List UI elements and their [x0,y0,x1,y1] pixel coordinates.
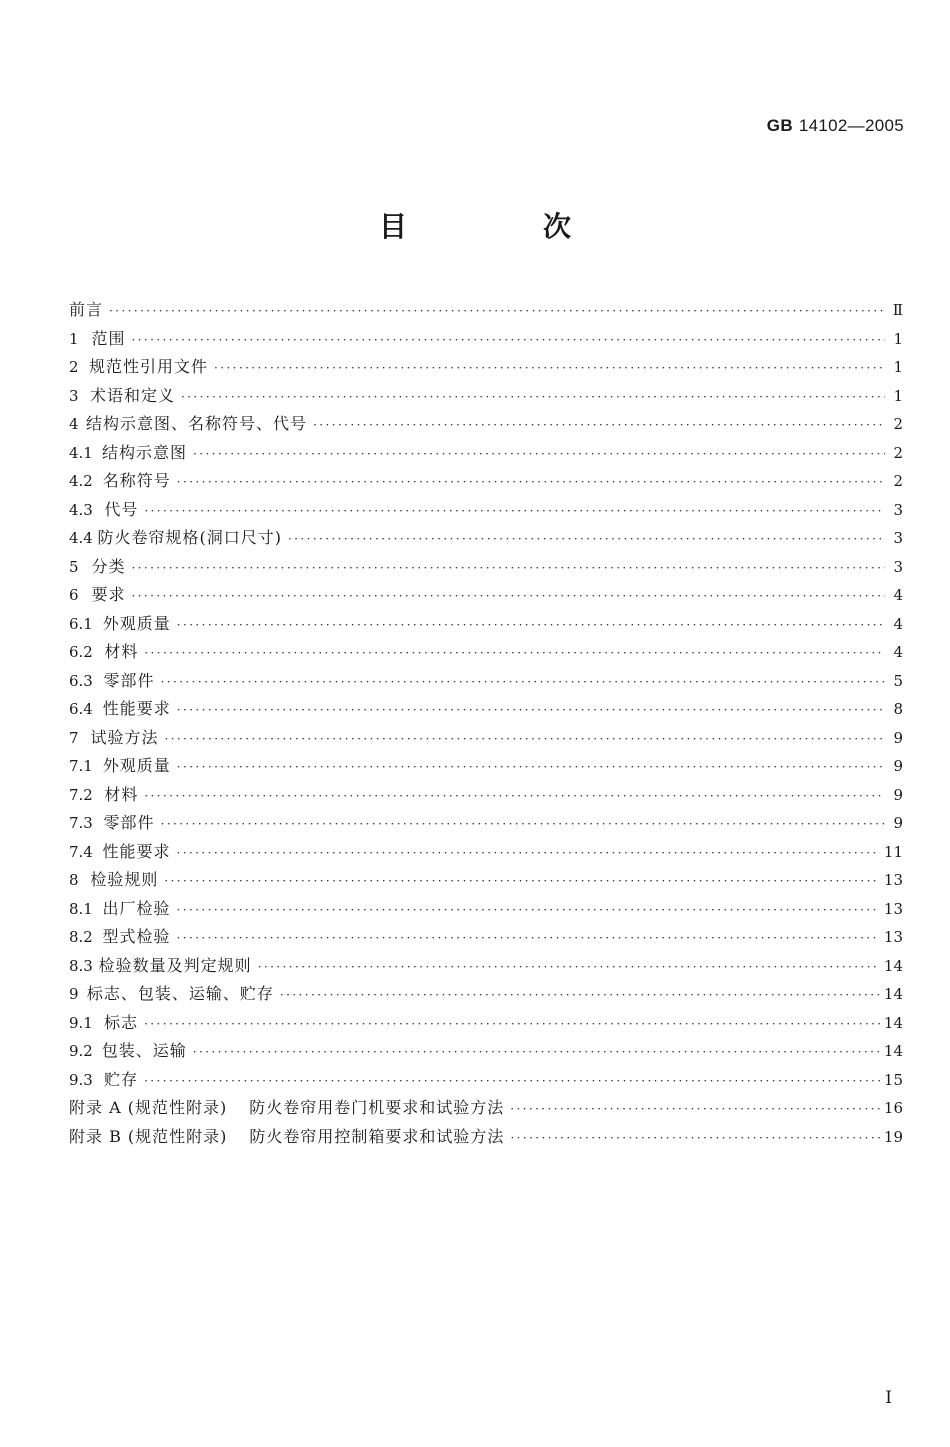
toc-dot-leader [177,839,880,868]
toc-entry[interactable] [69,410,903,439]
toc-entry[interactable] [69,638,903,667]
toc-entry-label: 分类 [91,556,126,576]
toc-entry-number: 6 [69,586,79,604]
toc-entry-number: 7 [69,728,79,747]
toc-entry-label: 材料 [104,784,139,804]
toc-entry[interactable] [69,524,903,553]
toc-entry-label: 零部件 [103,813,155,832]
toc-entry-number: 9.2 [69,1042,93,1060]
toc-entry-number: 1 [69,329,79,348]
toc-entry-page: 9 [893,728,903,747]
toc-entry-page: 13 [883,871,903,889]
toc-dot-leader [313,411,885,440]
page-number: Ⅰ [885,1388,892,1408]
toc-entry-label: 防火卷帘用控制箱要求和试验方法 [249,1126,505,1146]
toc-dot-leader [164,725,885,754]
toc-entry-page: 2 [893,472,903,490]
toc-entry-label: 型式检验 [102,927,171,946]
toc-entry-page: 4 [893,643,903,661]
toc-dot-leader [164,867,880,896]
toc-entry-number: 9 [69,985,79,1003]
toc-entry-page: 14 [883,1013,903,1032]
toc-entry-page: 16 [883,1099,903,1117]
toc-entry[interactable] [69,296,903,325]
toc-annex-tag: 附录 A (规范性附录) [69,1098,228,1117]
toc-entry-number: 7.1 [69,757,93,775]
toc-entry-label: 要求 [91,585,126,604]
toc-entry-label: 标志 [104,1012,139,1032]
toc-entry-label: 范围 [91,328,126,348]
toc-entry[interactable] [69,1009,903,1038]
toc-entry[interactable] [69,325,903,354]
toc-entry-page: 5 [893,671,903,690]
toc-entry-label: 标志、包装、运输、贮存 [86,984,274,1003]
toc-entry[interactable] [69,667,903,696]
toc-dot-leader [177,924,880,953]
toc-entry-number: 9.3 [69,1070,93,1089]
toc-entry-page: 2 [893,415,903,433]
toc-entry-label: 包装、运输 [101,1041,187,1060]
toc-entry-number: 9.1 [69,1013,93,1032]
toc-entry-number: 7.3 [69,814,93,832]
toc-entry[interactable] [69,895,903,924]
toc-entry-label: 贮存 [104,1069,139,1089]
toc-annex-tag: 附录 B (规范性附录) [69,1126,228,1146]
toc-dot-leader [510,1124,879,1153]
toc-entry-label: 前言 [69,300,104,319]
toc-entry[interactable] [69,980,903,1009]
toc-entry[interactable] [69,382,903,411]
toc-entry-number: 4.3 [69,500,93,519]
toc-entry-page: 9 [893,814,903,832]
toc-entry-page: 14 [883,956,903,975]
toc-entry-number: 4.2 [69,472,93,490]
toc-entry-page: 1 [893,329,903,348]
toc-entry-page: 14 [883,985,903,1003]
toc-entry[interactable] [69,581,903,610]
toc-entry-number: 8 [69,871,79,889]
toc-entry-label: 性能要求 [102,841,171,861]
toc-entry[interactable] [69,724,903,753]
toc-dot-leader [177,611,885,640]
toc-entry-page: 4 [893,614,903,633]
toc-entry[interactable] [69,353,903,382]
toc-entry-page: 13 [883,928,903,946]
toc-entry[interactable] [69,553,903,582]
toc-dot-leader [131,582,885,611]
toc-entry[interactable] [69,752,903,781]
toc-entry-number: 3 [69,386,79,405]
toc-entry-number: 4.1 [69,443,93,462]
toc-dot-leader [288,525,885,554]
toc-entry[interactable] [69,1066,903,1095]
toc-dot-leader [144,782,885,811]
toc-entry[interactable] [69,923,903,952]
toc-entry-label: 名称符号 [102,471,171,490]
toc-entry-page: 11 [883,842,903,861]
standard-prefix: GB [766,116,793,135]
toc-entry-label: 性能要求 [102,699,171,718]
toc-entry-number: 4 [69,415,79,433]
toc-dot-leader [193,1038,880,1067]
toc-entry-number: 5 [69,557,79,576]
toc-entry-label: 材料 [104,642,139,661]
toc-entry[interactable] [69,610,903,639]
toc-entry-label: 零部件 [103,670,155,690]
toc-entry[interactable] [69,1037,903,1066]
toc-entry[interactable] [69,467,903,496]
toc-dot-leader [161,810,885,839]
toc-entry-number: 8.3 [69,956,93,975]
toc-dot-leader [177,468,885,497]
toc-entry-number: 8.1 [69,899,93,918]
toc-entry-page: 9 [893,757,903,775]
toc-entry[interactable] [69,866,903,895]
toc-entry-page: 3 [893,500,903,519]
toc-entry-page: 13 [883,899,903,918]
toc-dot-leader [144,497,885,526]
toc-entry-label: 结构示意图 [102,442,188,462]
table-of-contents [69,296,903,1151]
toc-entry-number: 7.2 [69,785,93,804]
toc-entry-number: 7.4 [69,842,93,861]
toc-dot-leader [280,981,880,1010]
toc-entry-number: 6.2 [69,643,93,661]
toc-entry-page: 14 [883,1042,903,1060]
toc-dot-leader [181,383,885,412]
toc-entry-label: 检验规则 [90,870,159,889]
toc-entry-page: 1 [893,386,903,405]
toc-entry-page: 8 [893,700,903,718]
toc-entry[interactable] [69,1094,903,1123]
toc-dot-leader [258,953,880,982]
toc-dot-leader [144,1067,880,1096]
toc-dot-leader [131,326,885,355]
toc-entry-label: 术语和定义 [89,385,175,405]
toc-entry-label: 防火卷帘用卷门机要求和试验方法 [249,1098,505,1117]
toc-entry-page: 3 [893,529,903,547]
toc-dot-leader [144,1010,880,1039]
toc-entry[interactable] [69,1123,903,1152]
toc-dot-leader [510,1095,880,1124]
toc-entry-label: 出厂检验 [102,898,171,918]
toc-entry-page: 2 [893,443,903,462]
toc-entry[interactable] [69,781,903,810]
toc-entry-label: 试验方法 [90,727,159,747]
toc-entry[interactable] [69,809,903,838]
toc-entry-label: 代号 [104,499,139,519]
toc-entry[interactable] [69,952,903,981]
toc-entry-page: 15 [883,1070,903,1089]
toc-dot-leader [144,639,885,668]
toc-dot-leader [177,753,885,782]
standard-number: 14102—2005 [798,116,904,135]
toc-entry-page: 4 [893,586,903,604]
toc-dot-leader [193,440,885,469]
toc-entry-page: Ⅱ [892,301,903,319]
toc-dot-leader [177,696,885,725]
toc-entry-number: 8.2 [69,928,93,946]
toc-entry-page: 19 [883,1127,903,1146]
toc-entry[interactable] [69,695,903,724]
toc-dot-leader [161,668,885,697]
toc-entry-number: 6.3 [69,671,93,690]
toc-entry-label: 外观质量 [102,613,171,633]
standard-code [767,116,904,136]
toc-entry-label: 规范性引用文件 [89,357,209,376]
toc-entry-number: 6.4 [69,700,93,718]
toc-entry-page: 9 [893,785,903,804]
toc-entry-page: 3 [893,557,903,576]
toc-entry-number: 2 [69,358,79,376]
toc-dot-leader [177,896,880,925]
toc-entry-label: 结构示意图、名称符号、代号 [86,414,308,433]
toc-entry-label: 防火卷帘规格(洞口尺寸) [97,528,282,547]
toc-entry-number: 4.4 [69,529,93,547]
toc-entry-label: 检验数量及判定规则 [98,955,252,975]
toc-dot-leader [131,554,885,583]
page-title: 目 次 [378,210,625,243]
toc-entry[interactable] [69,439,903,468]
toc-dot-leader [109,297,885,326]
toc-entry[interactable] [69,496,903,525]
toc-entry-label: 外观质量 [102,756,171,775]
toc-entry-page: 1 [893,358,903,376]
toc-dot-leader [214,354,885,383]
toc-entry-number: 6.1 [69,614,93,633]
toc-entry[interactable] [69,838,903,867]
